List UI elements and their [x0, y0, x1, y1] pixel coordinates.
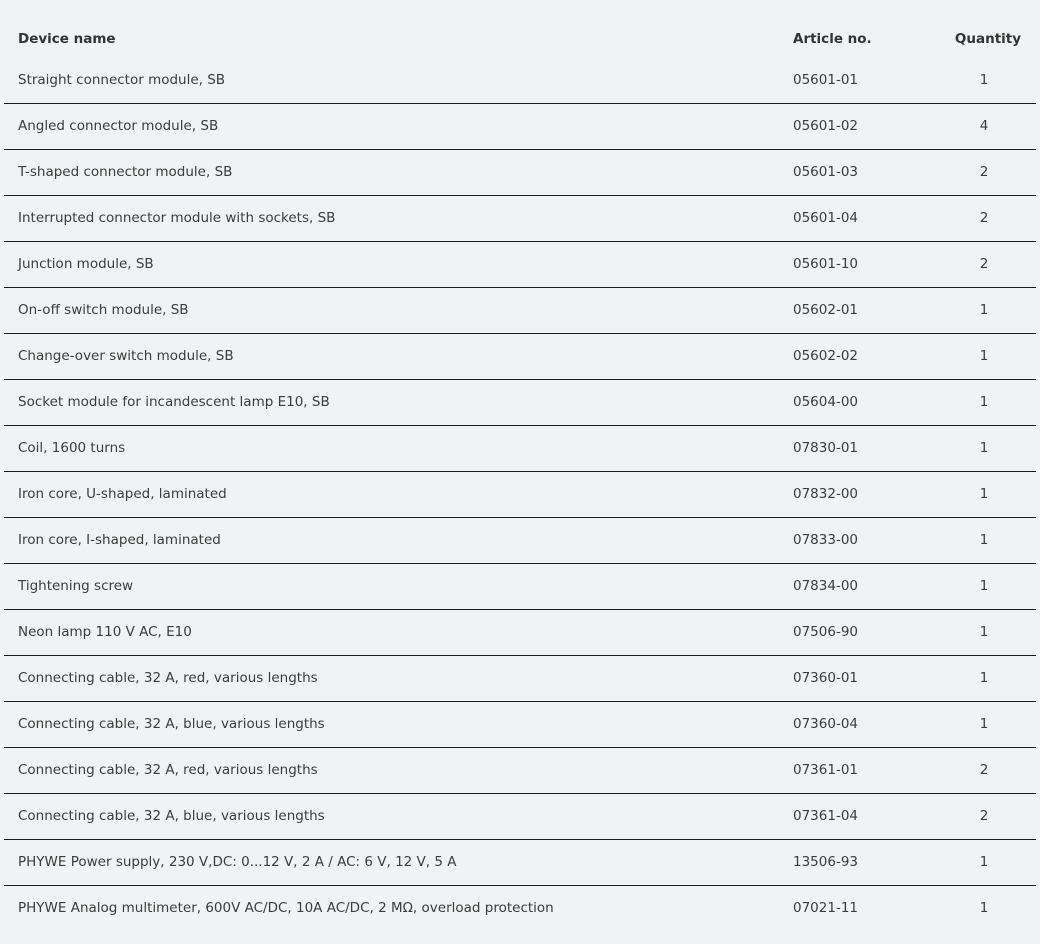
- table-row: [4, 334, 1036, 380]
- quantity-cell: 1: [979, 348, 989, 364]
- quantity-cell: 1: [979, 624, 989, 640]
- device-name-cell: Tightening screw: [18, 578, 134, 594]
- device-name-cell: Connecting cable, 32 A, red, various lengths: [18, 762, 318, 778]
- article-no-cell: 07361-01: [793, 762, 858, 778]
- device-name-cell: Iron core, I-shaped, laminated: [18, 532, 221, 548]
- device-name-cell: Iron core, U-shaped, laminated: [18, 486, 227, 502]
- table-row: [4, 702, 1036, 748]
- header-article-no: Article no.: [793, 31, 872, 47]
- article-no-cell: 05601-01: [793, 72, 858, 88]
- device-name-cell: Socket module for incandescent lamp E10, SB: [18, 394, 330, 410]
- header-device-name: Device name: [18, 31, 116, 47]
- article-no-cell: 05602-01: [793, 302, 858, 318]
- article-no-cell: 05601-10: [793, 256, 858, 272]
- table-row: [4, 610, 1036, 656]
- quantity-cell: 2: [979, 762, 989, 778]
- table-row: [4, 794, 1036, 840]
- device-name-cell: PHYWE Power supply, 230 V,DC: 0...12 V, 2 A / AC: 6 V, 12 V, 5 A: [18, 854, 457, 870]
- header-quantity: Quantity: [954, 31, 1022, 47]
- article-no-cell: 05604-00: [793, 394, 858, 410]
- article-no-cell: 05601-02: [793, 118, 858, 134]
- quantity-cell: 1: [979, 900, 989, 916]
- quantity-cell: 2: [979, 256, 989, 272]
- device-name-cell: On-off switch module, SB: [18, 302, 189, 318]
- device-name-cell: Connecting cable, 32 A, blue, various lengths: [18, 716, 325, 732]
- article-no-cell: 07360-04: [793, 716, 858, 732]
- table-row: [4, 242, 1036, 288]
- device-name-cell: PHYWE Analog multimeter, 600V AC/DC, 10A AC/DC, 2 MΩ, overload protection: [18, 900, 554, 916]
- equipment-table: [4, 16, 1036, 932]
- article-no-cell: 05602-02: [793, 348, 858, 364]
- quantity-cell: 4: [979, 118, 989, 134]
- quantity-cell: 1: [979, 394, 989, 410]
- device-name-cell: Change-over switch module, SB: [18, 348, 234, 364]
- quantity-cell: 1: [979, 72, 989, 88]
- device-name-cell: Coil, 1600 turns: [18, 440, 126, 456]
- quantity-cell: 1: [979, 854, 989, 870]
- article-no-cell: 07361-04: [793, 808, 858, 824]
- table-row: [4, 58, 1036, 104]
- device-name-cell: Connecting cable, 32 A, blue, various lengths: [18, 808, 325, 824]
- article-no-cell: 07021-11: [793, 900, 858, 916]
- quantity-cell: 1: [979, 670, 989, 686]
- quantity-cell: 1: [979, 532, 989, 548]
- quantity-cell: 2: [979, 164, 989, 180]
- table-row: [4, 380, 1036, 426]
- table-row: [4, 150, 1036, 196]
- quantity-cell: 2: [979, 210, 989, 226]
- table-row: [4, 564, 1036, 610]
- device-name-cell: Junction module, SB: [18, 256, 154, 272]
- table-row: [4, 518, 1036, 564]
- device-name-cell: Neon lamp 110 V AC, E10: [18, 624, 192, 640]
- article-no-cell: 07832-00: [793, 486, 858, 502]
- article-no-cell: 05601-04: [793, 210, 858, 226]
- quantity-cell: 1: [979, 440, 989, 456]
- article-no-cell: 07834-00: [793, 578, 858, 594]
- table-row: [4, 656, 1036, 702]
- table-row: [4, 748, 1036, 794]
- table-header: [4, 16, 1036, 58]
- quantity-cell: 2: [979, 808, 989, 824]
- article-no-cell: 07360-01: [793, 670, 858, 686]
- device-name-cell: Straight connector module, SB: [18, 72, 226, 88]
- table-row: [4, 886, 1036, 932]
- device-name-cell: T-shaped connector module, SB: [18, 164, 233, 180]
- quantity-cell: 1: [979, 302, 989, 318]
- quantity-cell: 1: [979, 486, 989, 502]
- quantity-cell: 1: [979, 578, 989, 594]
- table-body: [4, 58, 1036, 932]
- device-name-cell: Angled connector module, SB: [18, 118, 219, 134]
- article-no-cell: 07833-00: [793, 532, 858, 548]
- table-row: [4, 288, 1036, 334]
- article-no-cell: 07506-90: [793, 624, 858, 640]
- article-no-cell: 05601-03: [793, 164, 858, 180]
- table-row: [4, 426, 1036, 472]
- device-name-cell: Connecting cable, 32 A, red, various lengths: [18, 670, 318, 686]
- table-row: [4, 840, 1036, 886]
- table-row: [4, 104, 1036, 150]
- quantity-cell: 1: [979, 716, 989, 732]
- article-no-cell: 13506-93: [793, 854, 858, 870]
- device-name-cell: Interrupted connector module with sockets, SB: [18, 210, 336, 226]
- article-no-cell: 07830-01: [793, 440, 858, 456]
- table-row: [4, 196, 1036, 242]
- table-row: [4, 472, 1036, 518]
